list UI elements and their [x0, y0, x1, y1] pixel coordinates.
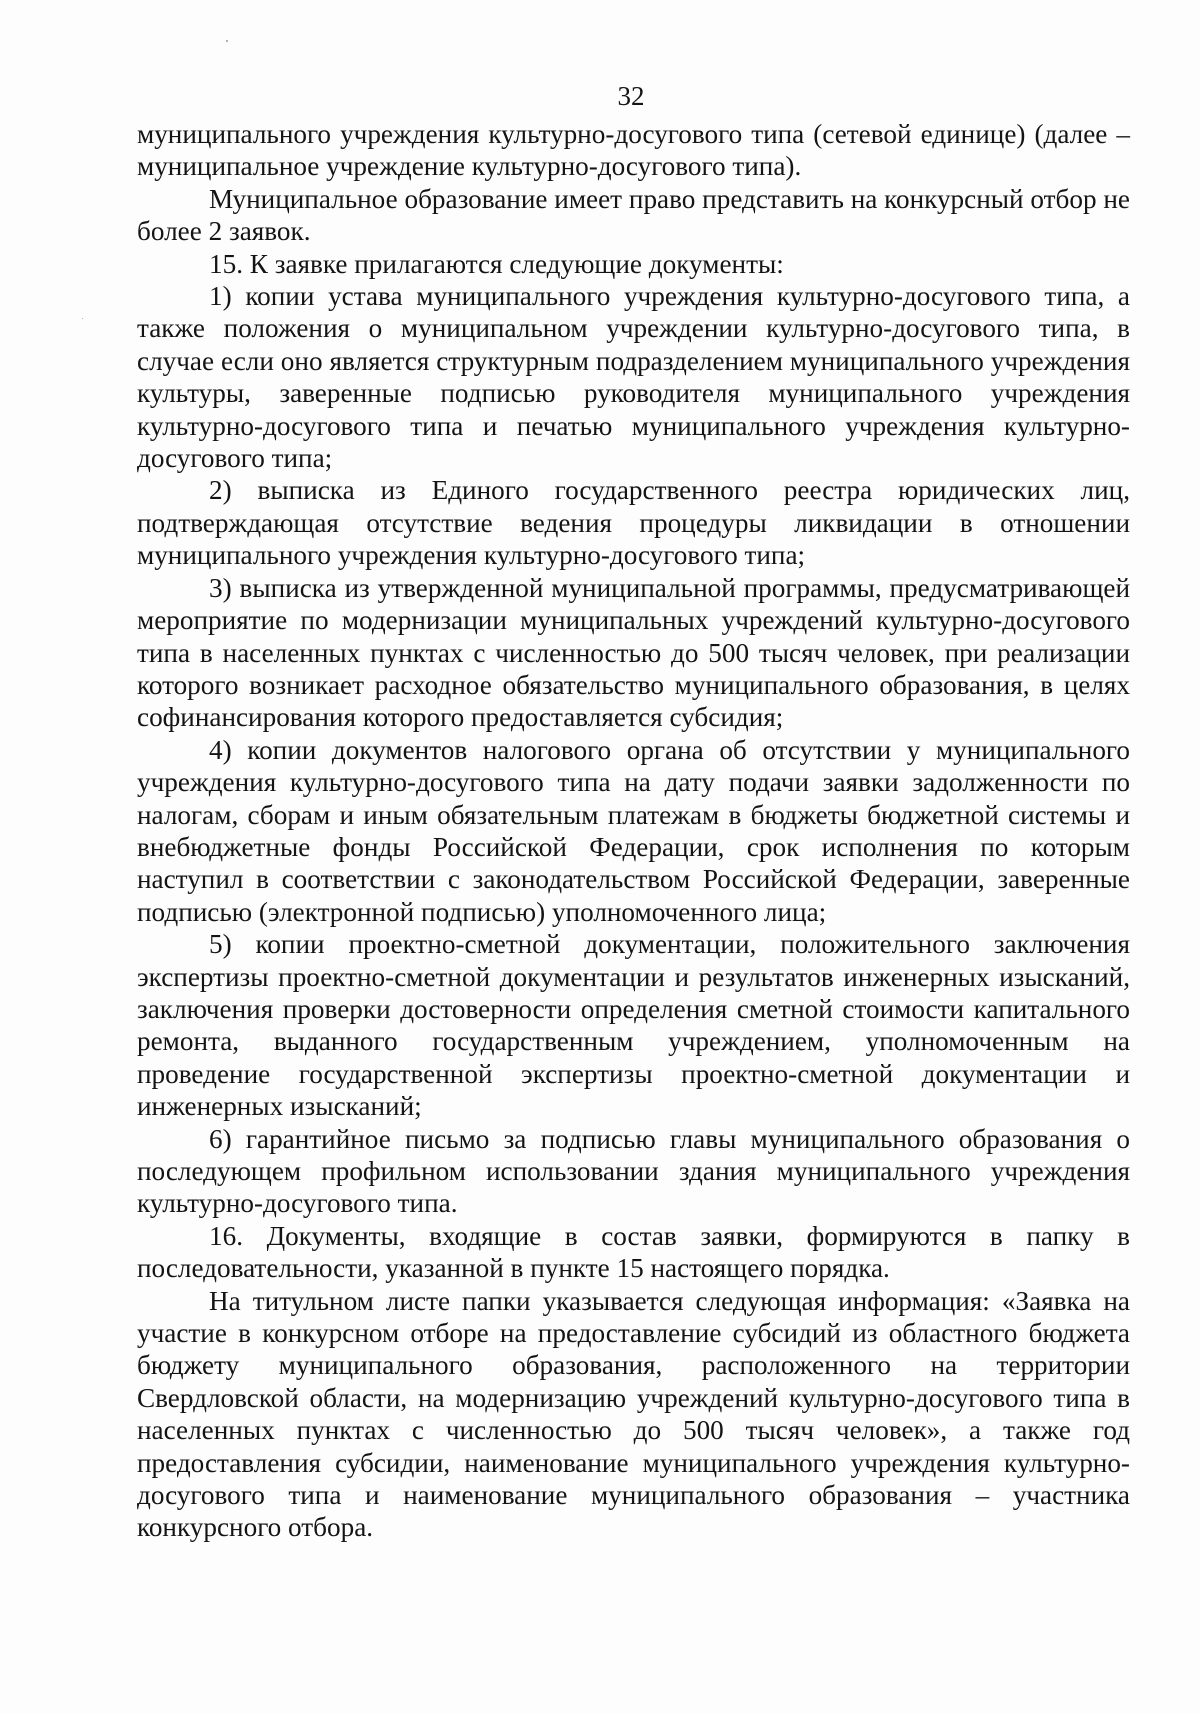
page-number: 32	[617, 81, 645, 111]
list-item-5: 5) копии проектно-сметной документации, положительного заключения экспертизы проектно-сметной документации и результатов инженерных изысканий, заключения проверки достоверности определения сметной стоимости капитального ремонта, выданного государственным учреждением, уполномоченным на проведение государственной экспертизы проектно-сметной документации и инженерных изысканий;	[137, 929, 1130, 1122]
list-item-2: 2) выписка из Единого государственного реестра юридических лиц, подтверждающая отсутствие ведения процедуры ликвидации в отношении муниципального учреждения культурно-досугового типа;	[137, 475, 1130, 571]
scan-speck	[226, 40, 228, 42]
list-item-4: 4) копии документов налогового органа об отсутствии у муниципального учреждения культурно-досугового типа на дату подачи заявки задолженности по налогам, сборам и иным обязательным платежам в бюджеты бюджетной системы и внебюджетные фонды Российской Федерации, срок исполнения по которым наступил в соответствии с законодательством Российской Федерации, заверенные подписью (электронной подписью) уполномоченного лица;	[137, 734, 1130, 927]
list-item-1: 1) копии устава муниципального учреждения культурно-досугового типа, а также положения о муниципальном учреждении культурно-досугового типа, в случае если оно является структурным подразделением муниципального учреждения культуры, заверенные подписью руководителя муниципального учреждения культурно-досугового типа и печатью муниципального учреждения культурно-досугового типа;	[137, 281, 1130, 474]
list-item-3: 3) выписка из утвержденной муниципальной программы, предусматривающей мероприятие по модернизации муниципальных учреждений культурно-досугового типа в населенных пунктах с численностью до 500 тысяч человек, при реализации которого возникает расходное обязательство муниципального образования, в целях софинансирования которого предоставляется субсидия;	[137, 572, 1130, 733]
scan-speck	[82, 318, 83, 319]
paragraph-item-15: 15. К заявке прилагаются следующие документы:	[209, 248, 784, 279]
document-body	[137, 118, 1130, 1544]
paragraph-title-page-info: На титульном листе папки указывается следующая информация: «Заявка на участие в конкурсном отборе на предоставление субсидий из областного бюджета бюджету муниципального образования, расположенного на территории Свердловской области, на модернизацию учреждений культурно-досугового типа в населенных пунктах с численностью до 500 тысяч человек», а также год предоставления субсидии, наименование муниципального учреждения культурно-досугового типа и наименование муниципального образования – участника конкурсного отбора.	[137, 1285, 1130, 1543]
paragraph-continuation: муниципального учреждения культурно-досугового типа (сетевой единице) (далее – муниципальное учреждение культурно-досугового типа).	[137, 119, 1130, 182]
paragraph-item-16: 16. Документы, входящие в состав заявки, формируются в папку в последовательности, указанной в пункте 15 настоящего порядка.	[137, 1220, 1130, 1284]
list-item-6: 6) гарантийное письмо за подписью главы муниципального образования о последующем профильном использовании здания муниципального учреждения культурно-досугового типа.	[137, 1123, 1130, 1219]
paragraph-application-limit: Муниципальное образование имеет право представить на конкурсный отбор не более 2 заявок.	[137, 183, 1130, 247]
